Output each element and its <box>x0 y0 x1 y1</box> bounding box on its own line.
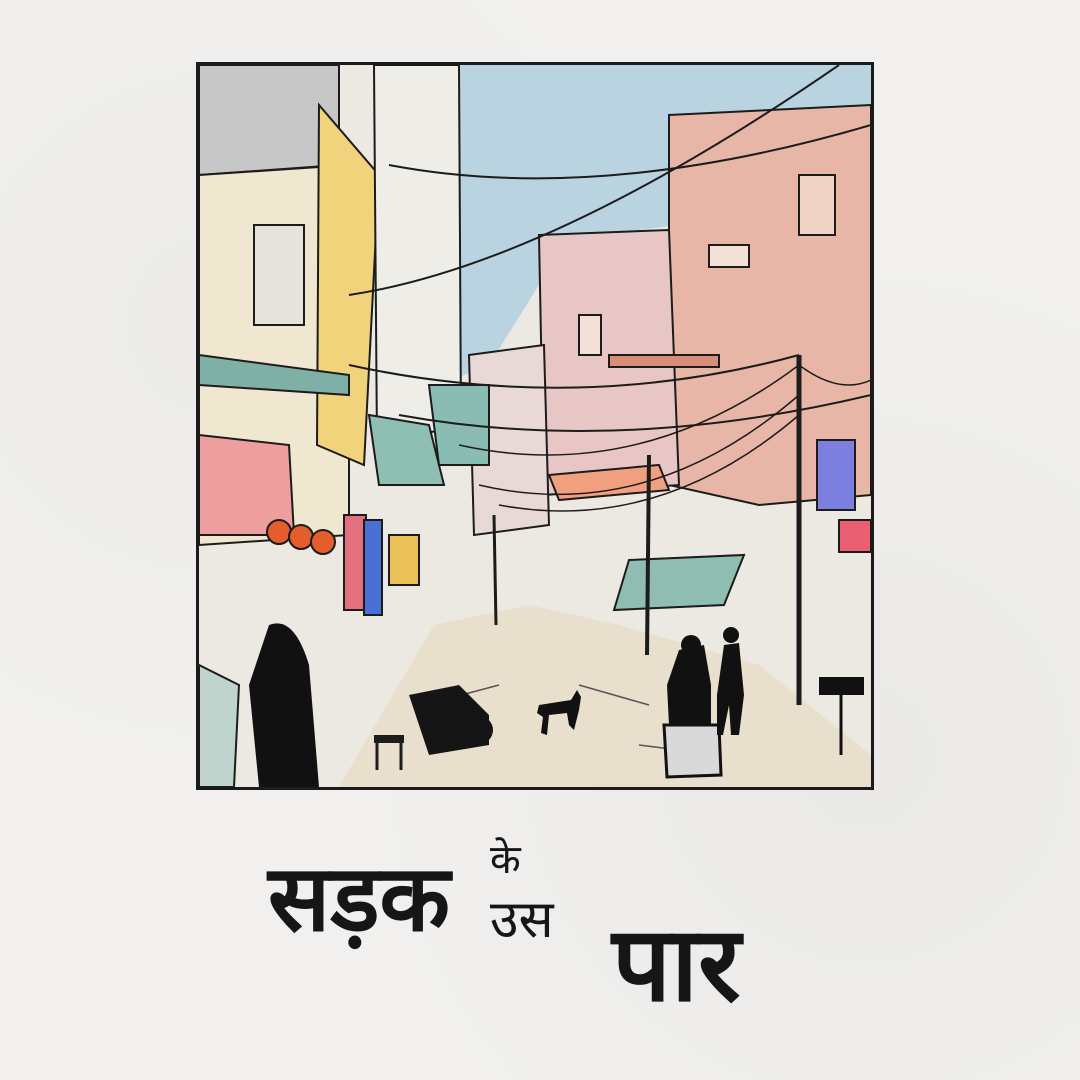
street-illustration <box>196 62 874 790</box>
title-word-paar: पार <box>612 903 741 1025</box>
street-scene-drawing <box>199 65 871 787</box>
title-calligraphy <box>250 820 850 1030</box>
title-word-us: उस <box>490 890 554 950</box>
title-word-ke: के <box>490 837 521 883</box>
title-word-sadak: सड़क <box>268 845 451 952</box>
